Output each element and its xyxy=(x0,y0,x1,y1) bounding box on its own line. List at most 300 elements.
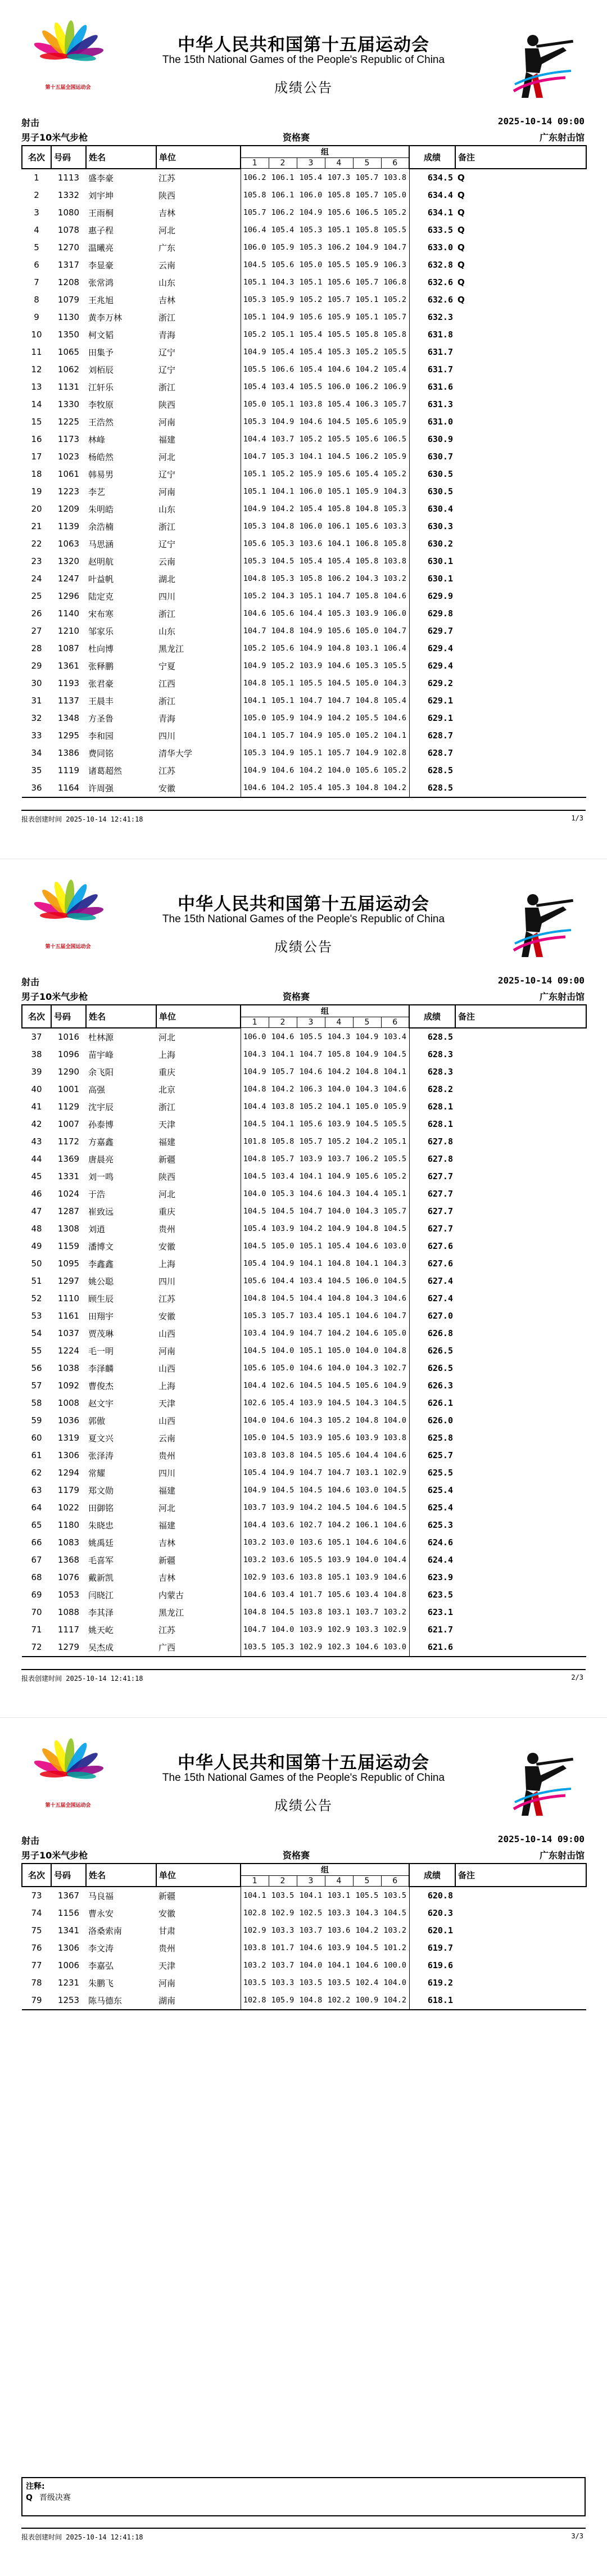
cell-series-5: 102.4 xyxy=(355,1978,379,1987)
cell-remark xyxy=(455,1604,586,1621)
cell-series-6: 105.4 xyxy=(381,361,409,378)
shooting-pictogram-icon xyxy=(509,1742,577,1820)
cell-series-3: 105.4 xyxy=(299,348,323,357)
cell-series-3: 104.1 xyxy=(299,1172,323,1181)
cell-series-3: 105.4 xyxy=(299,173,323,182)
cell-series-5: 104.8 xyxy=(355,1416,379,1425)
event-datetime: 2025-10-14 09:00 xyxy=(497,975,585,986)
cell-series-3: 105.2 xyxy=(299,435,323,444)
table-row xyxy=(22,309,586,326)
cell-series-5: 105.9 xyxy=(355,260,379,269)
cell-total: 628.3 xyxy=(427,1067,453,1077)
cell-series-6: 105.5 xyxy=(381,1116,409,1133)
cell-series-4: 102.2 xyxy=(327,1996,351,2005)
cell-series-3: 104.7 xyxy=(299,1207,323,1216)
cell-series-5: 105.8 xyxy=(355,225,379,234)
cell-rank: 25 xyxy=(31,591,42,601)
cell-name: 余浩楠 xyxy=(88,521,114,532)
results-title: 成绩公告 xyxy=(274,80,333,96)
cell-series-5: 106.0 xyxy=(355,1276,379,1285)
cell-series-1: 104.5 xyxy=(241,1168,269,1185)
venue-name: 广东射击馆 xyxy=(539,132,585,143)
cell-rank: 65 xyxy=(31,1520,42,1530)
cell-total: 620.3 xyxy=(427,1908,453,1918)
cell-total: 625.7 xyxy=(427,1450,453,1460)
cell-series-5: 104.6 xyxy=(355,1311,379,1320)
cell-series-2: 103.3 xyxy=(271,1926,295,1935)
cell-rank: 76 xyxy=(31,1943,42,1953)
cell-series-1: 105.0 xyxy=(241,396,269,413)
cell-series-6: 104.7 xyxy=(381,622,409,640)
cell-series-2: 103.5 xyxy=(271,1891,295,1900)
cell-remark xyxy=(455,1395,586,1412)
cell-series-1: 106.4 xyxy=(241,222,269,239)
cell-series-4: 104.2 xyxy=(327,1329,351,1338)
cell-series-6: 104.3 xyxy=(381,1255,409,1273)
cell-series-3: 101.7 xyxy=(299,1590,323,1599)
cell-series-2: 105.1 xyxy=(271,400,295,409)
cell-total: 626.1 xyxy=(427,1398,453,1408)
sport-name: 射击 xyxy=(21,1835,40,1846)
cell-series-5: 106.1 xyxy=(355,1521,379,1530)
cell-remark xyxy=(455,745,586,762)
cell-series-6: 104.7 xyxy=(381,239,409,256)
cell-series-1: 105.1 xyxy=(241,466,269,483)
cell-series-6: 104.6 xyxy=(381,710,409,727)
cell-series-4: 106.0 xyxy=(327,382,351,391)
cell-series-3: 105.4 xyxy=(299,504,323,513)
cell-series-1: 101.8 xyxy=(241,1133,269,1151)
cell-bib: 1117 xyxy=(57,1625,80,1635)
cell-bib: 1247 xyxy=(57,574,80,584)
cell-series-1: 104.5 xyxy=(241,256,269,274)
cell-series-4: 104.9 xyxy=(327,1224,351,1233)
games-title-cn: 中华人民共和国第十五届运动会 xyxy=(178,1753,429,1773)
cell-bib: 1348 xyxy=(57,713,80,723)
cell-total: 618.1 xyxy=(427,1995,453,2005)
cell-bib: 1320 xyxy=(57,556,80,566)
cell-series-1: 103.7 xyxy=(241,1499,269,1517)
cell-series-3: 104.2 xyxy=(299,1224,323,1233)
cell-bib: 1159 xyxy=(57,1241,80,1251)
cell-total: 621.6 xyxy=(427,1642,453,1652)
cell-series-3: 103.9 xyxy=(299,1398,323,1407)
cell-unit: 上海 xyxy=(158,1258,176,1269)
cell-name: 温曦亮 xyxy=(88,242,114,253)
cell-name: 刘宇坤 xyxy=(88,190,114,201)
cell-total: 627.0 xyxy=(427,1311,453,1321)
cell-series-1: 105.8 xyxy=(241,187,269,204)
games-title-en: The 15th National Games of the People's Republic of China xyxy=(162,913,445,925)
cell-series-3: 104.2 xyxy=(299,766,323,775)
cell-series-5: 104.8 xyxy=(355,1224,379,1233)
cell-series-5: 100.9 xyxy=(355,1996,379,2005)
cell-series-3: 105.5 xyxy=(299,1032,323,1041)
cell-unit: 江西 xyxy=(158,678,176,689)
cell-bib: 1306 xyxy=(57,1450,80,1460)
cell-remark xyxy=(455,1063,586,1081)
cell-series-2: 104.1 xyxy=(271,487,295,496)
event-name: 男子10米气步枪 xyxy=(21,132,88,143)
cell-name: 邹家乐 xyxy=(88,626,114,637)
logo-caption: 第十五届全国运动会 xyxy=(45,944,91,950)
cell-series-5: 105.3 xyxy=(355,661,379,670)
cell-series-3: 103.9 xyxy=(299,1433,323,1442)
cell-series-2: 105.0 xyxy=(271,1364,295,1373)
cell-unit: 陕西 xyxy=(158,190,176,201)
cell-total: 623.9 xyxy=(427,1572,453,1582)
footer-created-label: 报表创建时间 xyxy=(21,1675,62,1682)
cell-series-5: 104.9 xyxy=(355,1032,379,1041)
table-row xyxy=(22,1046,586,1063)
cell-total: 629.1 xyxy=(427,696,453,706)
cell-series-5: 105.8 xyxy=(355,557,379,566)
cell-series-1: 103.5 xyxy=(241,1974,269,1992)
cell-remark xyxy=(455,1116,586,1133)
cell-unit: 吉林 xyxy=(158,207,176,218)
table-row xyxy=(22,762,586,779)
cell-series-1: 103.5 xyxy=(241,1639,269,1656)
cell-bib: 1296 xyxy=(57,591,80,601)
col-bib: 号码 xyxy=(51,1005,86,1028)
col-series-group: 组 xyxy=(241,1864,409,1876)
cell-bib: 1295 xyxy=(57,730,80,741)
cell-series-6: 105.9 xyxy=(381,448,409,466)
cell-series-5: 106.2 xyxy=(355,382,379,391)
table-row xyxy=(22,169,586,187)
cell-series-1: 103.8 xyxy=(241,1447,269,1464)
cell-remark xyxy=(455,657,586,675)
cell-series-2: 105.3 xyxy=(271,574,295,583)
table-row xyxy=(22,431,586,448)
cell-series-1: 104.3 xyxy=(241,1046,269,1063)
cell-series-4: 105.4 xyxy=(327,557,351,566)
cell-remark xyxy=(455,378,586,396)
table-row xyxy=(22,1377,586,1395)
cell-remark xyxy=(455,1360,586,1377)
cell-unit: 辽宁 xyxy=(158,539,176,549)
cell-total: 624.4 xyxy=(427,1555,453,1565)
cell-unit: 河南 xyxy=(158,1978,176,1988)
col-series-1: 1 xyxy=(241,1017,269,1028)
cell-rank: 72 xyxy=(31,1642,42,1652)
cell-total: 625.4 xyxy=(427,1485,453,1495)
cell-unit: 山东 xyxy=(158,504,176,515)
cell-total: 621.7 xyxy=(427,1625,453,1635)
cell-series-5: 104.6 xyxy=(355,1538,379,1547)
cell-rank: 57 xyxy=(31,1381,42,1391)
cell-name: 常耀 xyxy=(88,1468,106,1478)
cell-series-4: 105.5 xyxy=(327,435,351,444)
cell-series-1: 105.6 xyxy=(241,1360,269,1377)
cell-rank: 36 xyxy=(31,783,42,793)
results-page xyxy=(0,0,607,859)
cell-series-2: 104.6 xyxy=(271,766,295,775)
cell-rank: 46 xyxy=(31,1189,42,1199)
cell-total: 630.7 xyxy=(427,452,453,462)
cell-series-6: 105.8 xyxy=(381,326,409,344)
table-row xyxy=(22,1098,586,1116)
table-row xyxy=(22,378,586,396)
col-series-1: 1 xyxy=(241,1876,269,1887)
cell-rank: 35 xyxy=(31,765,42,775)
cell-rank: 64 xyxy=(31,1503,42,1513)
cell-series-4: 104.7 xyxy=(327,696,351,705)
table-row xyxy=(22,1905,586,1922)
table-row xyxy=(22,779,586,797)
cell-name: 孙泰博 xyxy=(88,1119,114,1130)
cell-name: 曹永安 xyxy=(88,1908,114,1919)
cell-total: 628.5 xyxy=(427,783,453,793)
cell-bib: 1131 xyxy=(57,382,80,392)
cell-name: 沈宇辰 xyxy=(88,1102,114,1112)
cell-series-5: 104.9 xyxy=(355,748,379,757)
cell-series-3: 105.6 xyxy=(299,1120,323,1129)
cell-total: 629.8 xyxy=(427,608,453,619)
cell-remark xyxy=(455,1151,586,1168)
cell-total: 625.5 xyxy=(427,1468,453,1478)
cell-series-4: 105.7 xyxy=(327,295,351,304)
cell-bib: 1037 xyxy=(57,1328,80,1338)
cell-series-6: 104.6 xyxy=(381,1081,409,1098)
cell-series-2: 105.9 xyxy=(271,1996,295,2005)
cell-unit: 山西 xyxy=(158,1328,176,1339)
page-header xyxy=(21,859,586,972)
table-row xyxy=(22,745,586,762)
cell-series-5: 104.5 xyxy=(355,1943,379,1952)
cell-series-4: 103.5 xyxy=(327,1978,351,1987)
col-series-6: 6 xyxy=(381,1876,409,1887)
table-row xyxy=(22,588,586,605)
cell-rank: 50 xyxy=(31,1258,42,1269)
cell-series-4: 103.7 xyxy=(327,1154,351,1163)
cell-series-2: 104.5 xyxy=(271,1294,295,1303)
cell-bib: 1113 xyxy=(57,173,80,183)
cell-total: 624.6 xyxy=(427,1537,453,1548)
cell-remark xyxy=(455,1517,586,1534)
table-row xyxy=(22,1534,586,1551)
cell-unit: 山西 xyxy=(158,1415,176,1426)
cell-bib: 1007 xyxy=(57,1119,80,1129)
cell-series-2: 105.3 xyxy=(271,539,295,548)
col-series-group: 组 xyxy=(241,146,409,158)
cell-series-3: 105.2 xyxy=(299,295,323,304)
cell-name: 夏文兴 xyxy=(88,1433,114,1443)
cell-series-5: 105.6 xyxy=(355,522,379,531)
cell-series-2: 103.4 xyxy=(271,1172,295,1181)
cell-series-3: 105.6 xyxy=(299,313,323,322)
cell-series-5: 105.7 xyxy=(355,278,379,287)
cell-bib: 1139 xyxy=(57,521,80,531)
cell-series-1: 105.3 xyxy=(241,1307,269,1325)
cell-bib: 1023 xyxy=(57,452,80,462)
cell-series-1: 104.7 xyxy=(241,1621,269,1639)
cell-series-4: 103.9 xyxy=(327,1943,351,1952)
cell-series-5: 103.9 xyxy=(355,609,379,618)
cell-series-4: 105.3 xyxy=(327,348,351,357)
cell-series-6: 104.5 xyxy=(381,1499,409,1517)
cell-unit: 甘肃 xyxy=(158,1925,176,1936)
cell-rank: 60 xyxy=(31,1433,42,1443)
cell-series-4: 105.5 xyxy=(327,330,351,339)
cell-series-4: 105.3 xyxy=(327,783,351,792)
cell-bib: 1297 xyxy=(57,1276,80,1286)
cell-series-5: 105.8 xyxy=(355,330,379,339)
cell-series-4: 104.7 xyxy=(327,1468,351,1477)
cell-series-1: 104.9 xyxy=(241,344,269,361)
cell-series-6: 104.5 xyxy=(381,1395,409,1412)
cell-remark xyxy=(455,622,586,640)
cell-name: 张君豪 xyxy=(88,678,114,689)
cell-remark xyxy=(455,1081,586,1098)
cell-total: 625.8 xyxy=(427,1433,453,1443)
table-row xyxy=(22,1238,586,1255)
cell-series-5: 104.1 xyxy=(355,1259,379,1268)
legend-desc: 晋级决赛 xyxy=(39,2493,71,2502)
cell-unit: 辽宁 xyxy=(158,469,176,480)
cell-rank: 66 xyxy=(31,1537,42,1548)
cell-bib: 1350 xyxy=(57,330,80,340)
cell-series-6: 101.2 xyxy=(381,1939,409,1957)
table-row xyxy=(22,1429,586,1447)
cell-series-2: 103.9 xyxy=(271,1224,295,1233)
cell-name: 毛一明 xyxy=(88,1346,114,1356)
cell-series-6: 104.6 xyxy=(381,1534,409,1551)
table-row xyxy=(22,1569,586,1586)
cell-unit: 黑龙江 xyxy=(158,643,184,654)
cell-series-1: 104.5 xyxy=(241,1116,269,1133)
cell-series-3: 105.1 xyxy=(299,278,323,287)
cell-series-3: 103.5 xyxy=(299,1978,323,1987)
cell-unit: 安徽 xyxy=(158,1311,176,1321)
sport-name: 射击 xyxy=(21,977,40,987)
cell-rank: 63 xyxy=(31,1485,42,1495)
cell-series-2: 105.7 xyxy=(271,1154,295,1163)
cell-bib: 1319 xyxy=(57,1433,80,1443)
cell-series-6: 103.2 xyxy=(381,1922,409,1939)
cell-name: 李泽麟 xyxy=(88,1363,114,1374)
cell-series-3: 105.1 xyxy=(299,1242,323,1251)
cell-remark xyxy=(455,466,586,483)
cell-series-3: 106.0 xyxy=(299,487,323,496)
cell-bib: 1110 xyxy=(57,1293,80,1303)
cell-series-2: 102.6 xyxy=(271,1381,295,1390)
cell-series-3: 104.7 xyxy=(299,1468,323,1477)
cell-series-6: 105.0 xyxy=(381,187,409,204)
cell-remark xyxy=(455,1203,586,1220)
cell-rank: 5 xyxy=(34,242,39,252)
cell-unit: 四川 xyxy=(158,1468,176,1478)
cell-series-5: 104.4 xyxy=(355,1189,379,1198)
cell-series-3: 102.5 xyxy=(299,1909,323,1918)
cell-series-1: 105.3 xyxy=(241,413,269,431)
cell-total: 634.1 xyxy=(427,207,453,218)
cell-bib: 1290 xyxy=(57,1067,80,1077)
cell-series-5: 105.5 xyxy=(355,1891,379,1900)
cell-series-3: 104.6 xyxy=(299,1067,323,1076)
cell-series-4: 104.1 xyxy=(327,1102,351,1111)
cell-unit: 贵州 xyxy=(158,1943,176,1954)
cell-series-4: 104.7 xyxy=(327,592,351,601)
cell-series-3: 103.8 xyxy=(299,1573,323,1582)
cell-series-5: 104.8 xyxy=(355,1067,379,1076)
cell-series-5: 105.6 xyxy=(355,1172,379,1181)
cell-bib: 1209 xyxy=(57,504,80,514)
cell-unit: 云南 xyxy=(158,1433,176,1443)
col-series-3: 3 xyxy=(297,158,325,169)
cell-remark: Q xyxy=(457,277,465,287)
cell-series-5: 104.6 xyxy=(355,1503,379,1512)
col-rank: 名次 xyxy=(22,146,51,169)
cell-total: 626.5 xyxy=(427,1346,453,1356)
cell-series-5: 103.9 xyxy=(355,1573,379,1582)
col-rank: 名次 xyxy=(22,1864,51,1887)
col-series-5: 5 xyxy=(353,1876,381,1887)
cell-name: 王晨丰 xyxy=(88,696,114,706)
cell-name: 江轩乐 xyxy=(88,382,114,393)
cell-series-2: 105.3 xyxy=(271,1643,295,1652)
cell-series-2: 103.0 xyxy=(271,1538,295,1547)
cell-series-4: 104.8 xyxy=(327,1294,351,1303)
cell-series-2: 103.8 xyxy=(271,1451,295,1460)
cell-series-2: 105.9 xyxy=(271,295,295,304)
cell-unit: 天津 xyxy=(158,1119,176,1130)
cell-series-2: 106.2 xyxy=(271,208,295,217)
cell-series-3: 104.8 xyxy=(299,1996,323,2005)
cell-series-1: 104.7 xyxy=(241,448,269,466)
cell-rank: 52 xyxy=(31,1293,42,1303)
cell-bib: 1087 xyxy=(57,643,80,653)
cell-unit: 新疆 xyxy=(158,1154,176,1165)
footer-created-time: 2025-10-14 12:41:18 xyxy=(66,2533,143,2541)
cell-rank: 29 xyxy=(31,661,42,671)
table-row xyxy=(22,1586,586,1604)
cell-series-5: 105.0 xyxy=(355,1102,379,1111)
cell-total: 633.5 xyxy=(427,225,453,235)
cell-unit: 河北 xyxy=(158,452,176,462)
page-number: 1/3 xyxy=(571,814,583,822)
cell-remark xyxy=(455,1939,586,1957)
col-total: 成绩 xyxy=(409,146,455,169)
cell-series-2: 105.7 xyxy=(271,1067,295,1076)
cell-series-3: 103.7 xyxy=(299,1926,323,1935)
cell-series-2: 103.8 xyxy=(271,1102,295,1111)
cell-total: 628.5 xyxy=(427,765,453,775)
table-row xyxy=(22,274,586,291)
cell-unit: 河南 xyxy=(158,417,176,427)
cell-series-1: 105.1 xyxy=(241,309,269,326)
cell-unit: 新疆 xyxy=(158,1891,176,1901)
games-title-en: The 15th National Games of the People's Republic of China xyxy=(162,1772,445,1784)
cell-unit: 浙江 xyxy=(158,1102,176,1112)
cell-bib: 1078 xyxy=(57,225,80,235)
cell-series-2: 105.4 xyxy=(271,225,295,234)
cell-series-5: 103.4 xyxy=(355,1590,379,1599)
cell-series-6: 104.6 xyxy=(381,1447,409,1464)
cell-unit: 江苏 xyxy=(158,765,176,776)
cell-rank: 70 xyxy=(31,1607,42,1617)
cell-series-4: 105.6 xyxy=(327,208,351,217)
cell-bib: 1331 xyxy=(57,1171,80,1181)
cell-series-6: 103.8 xyxy=(381,169,409,187)
cell-series-4: 105.6 xyxy=(327,1590,351,1599)
cell-total: 628.1 xyxy=(427,1102,453,1112)
cell-total: 629.2 xyxy=(427,678,453,688)
cell-name: 姚禹廷 xyxy=(88,1537,114,1548)
cell-series-3: 104.6 xyxy=(299,1189,323,1198)
cell-series-2: 104.9 xyxy=(271,1468,295,1477)
cell-rank: 18 xyxy=(31,469,42,479)
